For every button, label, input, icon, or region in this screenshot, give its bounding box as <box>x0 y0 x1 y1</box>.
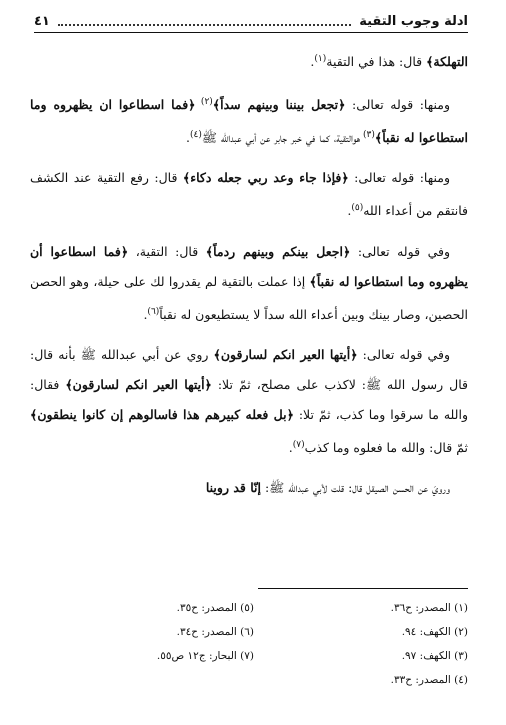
quran-quote: ﴿فإذا جاء وعد ربي جعله دكاء﴾ <box>182 170 349 186</box>
text-run: إذا عملت بالتقية لم يقدروا لك على حيلة، وهو الحصن الحصين، وصار بينك وبين أعداء الله سداً لا يستطيعون له نقباً <box>30 273 468 322</box>
footnote: (٢) الكهف: ٩٤. <box>401 626 468 638</box>
paragraph <box>30 473 468 503</box>
quran-quote: ﴿بل فعله كبيرهم هذا فاسالوهم إن كانوا ينطقون﴾ <box>30 406 294 422</box>
text-run: ورويَ عن الحسن الصيقل قال: قلت لأبي عبدالله ﷺ: <box>260 479 450 495</box>
text-run: فقال: والله ما سرقوا وما كذب، ثمّ تلا: <box>30 376 468 422</box>
text-run: قال: رفع التقية عند الكشف فانتقم من أعداء الله <box>30 170 468 219</box>
quran-quote: ﴿أيتها العير انكم لسارقون﴾ <box>65 376 212 392</box>
paragraph <box>30 163 468 226</box>
text-run: ومنها: قوله تعالى: <box>348 170 451 186</box>
main-text <box>30 44 468 513</box>
paragraph <box>30 87 468 153</box>
footnote-ref: (١) <box>314 54 327 64</box>
quran-quote: ﴿أيتها العير انكم لسارقون﴾ <box>213 346 358 362</box>
text-run: . <box>288 439 293 455</box>
quran-quote: ﴿تجعل بيننا وبينهم سداً﴾ <box>212 97 346 113</box>
footnote-ref: (٤) <box>189 130 202 141</box>
footnote: (٥) المصدر: ح٣٥. <box>176 602 254 614</box>
running-title: ادلة وجوب التقية <box>359 13 468 29</box>
footnote-ref: (٦) <box>147 306 160 317</box>
text-run: قال: التقية، <box>128 243 206 259</box>
page-header <box>34 10 468 33</box>
footnote: (٧) البحار: ج١٢ ص٥٥. <box>156 650 254 662</box>
text-run: . <box>143 306 148 322</box>
footnotes <box>40 596 468 692</box>
text-run: وفي قوله تعالى: <box>357 346 450 362</box>
text-run: . <box>310 54 315 70</box>
quran-quote: ﴿فما اسطاعوا أن يظهروه وما استطاعوا له نقباً﴾ <box>30 243 469 289</box>
quran-quote: إنّا قد روينا <box>205 479 261 495</box>
text-run: ومنها: قوله تعالى: <box>345 97 451 113</box>
footnote-ref: (٥) <box>351 203 364 214</box>
quran-quote: ﴿فما اسطاعوا ان يظهروه وما استطاعوا له نقباً﴾ <box>30 97 468 146</box>
quran-quote: ﴿اجعل بينكم وبينهم ردماً﴾ <box>205 243 351 259</box>
text-run: قال: هذا في التقية <box>326 54 427 70</box>
header-dot-leader <box>58 16 351 26</box>
text-run: وفي قوله تعالى: <box>350 243 450 259</box>
quran-quote: التهلكة﴾ <box>426 54 468 70</box>
text-run: . <box>185 130 190 146</box>
footnote-separator <box>258 588 468 589</box>
text-run: روي عن أبي عبدالله ﷺ بأنه قال: قال رسول الله ﷺ: لاكذب على مصلح، ثمّ تلا: <box>30 346 468 392</box>
page-number: ٤١ <box>34 13 50 29</box>
text-run: هوالتقية، كما في خبر جابر عن أبي عبدالله ﷺ <box>201 130 361 146</box>
footnote-ref: (٢) <box>195 97 213 108</box>
footnote-ref: (٧) <box>292 439 305 450</box>
text-run: ثمّ قال: والله ما فعلوه وما كذب <box>304 439 468 455</box>
paragraph <box>30 44 468 77</box>
footnote-ref: (٣) <box>360 130 375 141</box>
footnote: (٤) المصدر: ح٣٣. <box>390 674 468 686</box>
footnote: (٦) المصدر: ح٣٤. <box>176 626 254 638</box>
footnote: (١) المصدر: ح٣٦. <box>390 602 468 614</box>
paragraph <box>30 340 468 463</box>
text-run: . <box>347 203 352 219</box>
footnote: (٣) الكهف: ٩٧. <box>401 650 468 662</box>
paragraph <box>30 237 468 330</box>
